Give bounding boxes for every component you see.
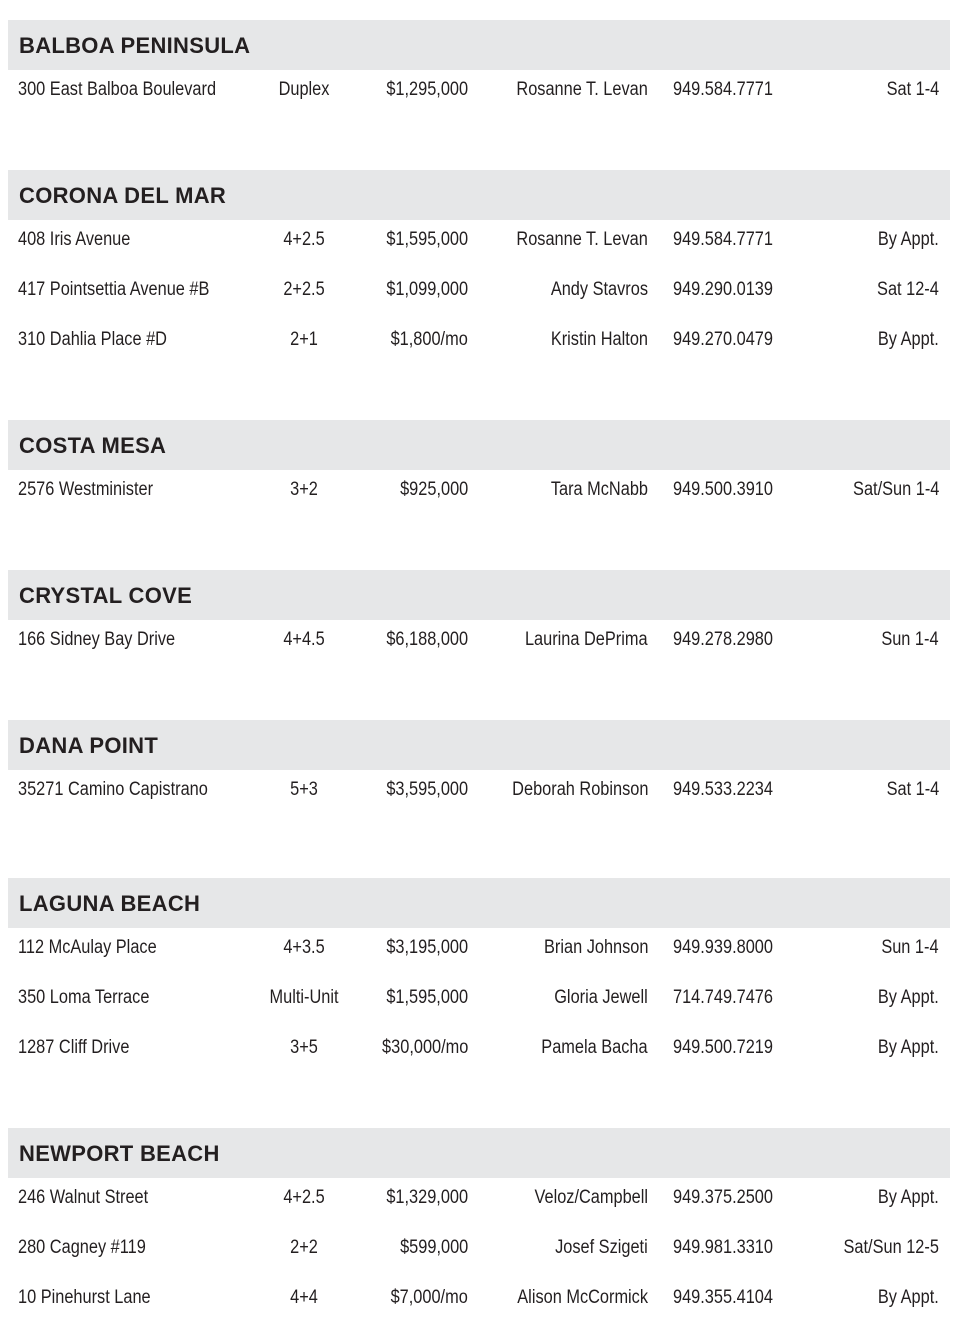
listing-agent: Gloria Jewell (554, 987, 648, 1008)
listing-address: 300 East Balboa Boulevard (18, 79, 217, 100)
section-header (8, 20, 950, 70)
listing-open-house: By Appt. (878, 329, 939, 350)
listing-phone: 949.500.3910 (673, 479, 773, 500)
listing-open-house: By Appt. (878, 1037, 939, 1058)
listing-beds-baths: 4+4 (290, 1287, 318, 1308)
listing-open-house: Sat/Sun 12-5 (843, 1237, 939, 1258)
section-title: CRYSTAL COVE (19, 583, 193, 608)
listing-beds-baths: 3+2 (290, 479, 318, 500)
listing-address: 246 Walnut Street (18, 1187, 149, 1208)
section-header (8, 420, 950, 470)
listing-beds-baths: 4+4.5 (283, 629, 325, 650)
listing-agent: Veloz/Campbell (534, 1187, 648, 1208)
listing-phone: 949.355.4104 (673, 1287, 773, 1308)
listing-phone: 949.500.7219 (673, 1037, 773, 1058)
listing-open-house: By Appt. (878, 1187, 939, 1208)
listing-row (0, 222, 960, 258)
listing-phone: 949.290.0139 (673, 279, 773, 300)
section-title: CORONA DEL MAR (19, 183, 227, 208)
listing-agent: Pamela Bacha (541, 1037, 648, 1058)
listing-price: $3,195,000 (386, 937, 468, 958)
section-header (8, 170, 950, 220)
listing-phone: 949.981.3310 (673, 1237, 773, 1258)
listing-open-house: By Appt. (878, 987, 939, 1008)
section-title: LAGUNA BEACH (19, 891, 201, 916)
listing-beds-baths: Duplex (278, 79, 330, 100)
listing-price: $1,295,000 (386, 79, 468, 100)
section-title: DANA POINT (19, 733, 159, 758)
listing-agent: Kristin Halton (550, 329, 648, 350)
listing-row (0, 322, 960, 358)
listing-row (0, 472, 960, 508)
listing-beds-baths: Multi-Unit (269, 987, 339, 1008)
listing-address: 1287 Cliff Drive (18, 1037, 130, 1058)
listing-row (0, 72, 960, 108)
listing-price: $1,099,000 (386, 279, 468, 300)
listing-row (0, 1230, 960, 1266)
listing-agent: Josef Szigeti (555, 1237, 648, 1258)
listing-agent: Deborah Robinson (511, 779, 648, 800)
listing-beds-baths: 3+5 (290, 1037, 318, 1058)
listing-address: 35271 Camino Capistrano (18, 779, 208, 800)
listing-beds-baths: 4+2.5 (283, 1187, 325, 1208)
listing-open-house: Sat 12-4 (877, 279, 939, 300)
listing-beds-baths: 4+3.5 (283, 937, 325, 958)
listing-beds-baths: 2+2.5 (283, 279, 325, 300)
listing-price: $1,595,000 (386, 229, 468, 250)
listing-price: $3,595,000 (386, 779, 468, 800)
listing-open-house: Sat/Sun 1-4 (852, 479, 939, 500)
listing-row (0, 1030, 960, 1066)
listing-agent: Rosanne T. Levan (516, 229, 648, 250)
listing-phone: 714.749.7476 (673, 987, 773, 1008)
listing-beds-baths: 2+2 (290, 1237, 318, 1258)
listing-address: 310 Dahlia Place #D (18, 329, 167, 350)
section-header (8, 878, 950, 928)
listing-agent: Rosanne T. Levan (516, 79, 648, 100)
section-header (8, 1128, 950, 1178)
listing-address: 166 Sidney Bay Drive (18, 629, 176, 650)
listing-agent: Tara McNabb (550, 479, 648, 500)
listing-address: 408 Iris Avenue (18, 229, 131, 250)
listing-open-house: Sun 1-4 (881, 629, 939, 650)
listing-address: 350 Loma Terrace (18, 987, 150, 1008)
listing-open-house: Sat 1-4 (886, 79, 939, 100)
section-header (8, 720, 950, 770)
section-header (8, 570, 950, 620)
listing-price: $1,800/mo (390, 329, 468, 350)
listing-phone: 949.278.2980 (673, 629, 773, 650)
listing-price: $7,000/mo (390, 1287, 468, 1308)
listing-phone: 949.939.8000 (673, 937, 773, 958)
listing-open-house: By Appt. (878, 1287, 939, 1308)
listing-open-house: Sat 1-4 (886, 779, 939, 800)
section-title: BALBOA PENINSULA (19, 33, 251, 58)
listing-address: 10 Pinehurst Lane (18, 1287, 151, 1308)
listing-address: 2576 Westminister (18, 479, 154, 500)
listing-row (0, 622, 960, 658)
listing-row (0, 772, 960, 808)
listing-price: $6,188,000 (386, 629, 468, 650)
listing-agent: Alison McCormick (517, 1287, 648, 1308)
listing-open-house: By Appt. (878, 229, 939, 250)
listing-phone: 949.270.0479 (673, 329, 773, 350)
listing-row (0, 272, 960, 308)
listing-price: $1,595,000 (386, 987, 468, 1008)
section-title: NEWPORT BEACH (19, 1141, 220, 1166)
listing-phone: 949.533.2234 (673, 779, 773, 800)
listing-row (0, 1280, 960, 1316)
listing-price: $30,000/mo (381, 1037, 468, 1058)
listing-price: $599,000 (399, 1237, 468, 1258)
listing-price: $1,329,000 (386, 1187, 468, 1208)
section-title: COSTA MESA (19, 433, 167, 458)
listing-agent: Andy Stavros (550, 279, 648, 300)
listing-row (0, 930, 960, 966)
listing-address: 417 Pointsettia Avenue #B (18, 279, 210, 300)
listing-phone: 949.584.7771 (673, 229, 773, 250)
listing-phone: 949.584.7771 (673, 79, 773, 100)
listing-address: 280 Cagney #119 (18, 1237, 146, 1258)
listing-address: 112 McAulay Place (18, 937, 157, 958)
listing-beds-baths: 5+3 (290, 779, 318, 800)
listing-agent: Laurina DePrima (525, 629, 648, 650)
listing-agent: Brian Johnson (543, 937, 648, 958)
listing-open-house: Sun 1-4 (881, 937, 939, 958)
listing-row (0, 1180, 960, 1216)
listing-beds-baths: 4+2.5 (283, 229, 325, 250)
listing-row (0, 980, 960, 1016)
listing-phone: 949.375.2500 (673, 1187, 773, 1208)
listing-price: $925,000 (399, 479, 468, 500)
listing-beds-baths: 2+1 (290, 329, 318, 350)
